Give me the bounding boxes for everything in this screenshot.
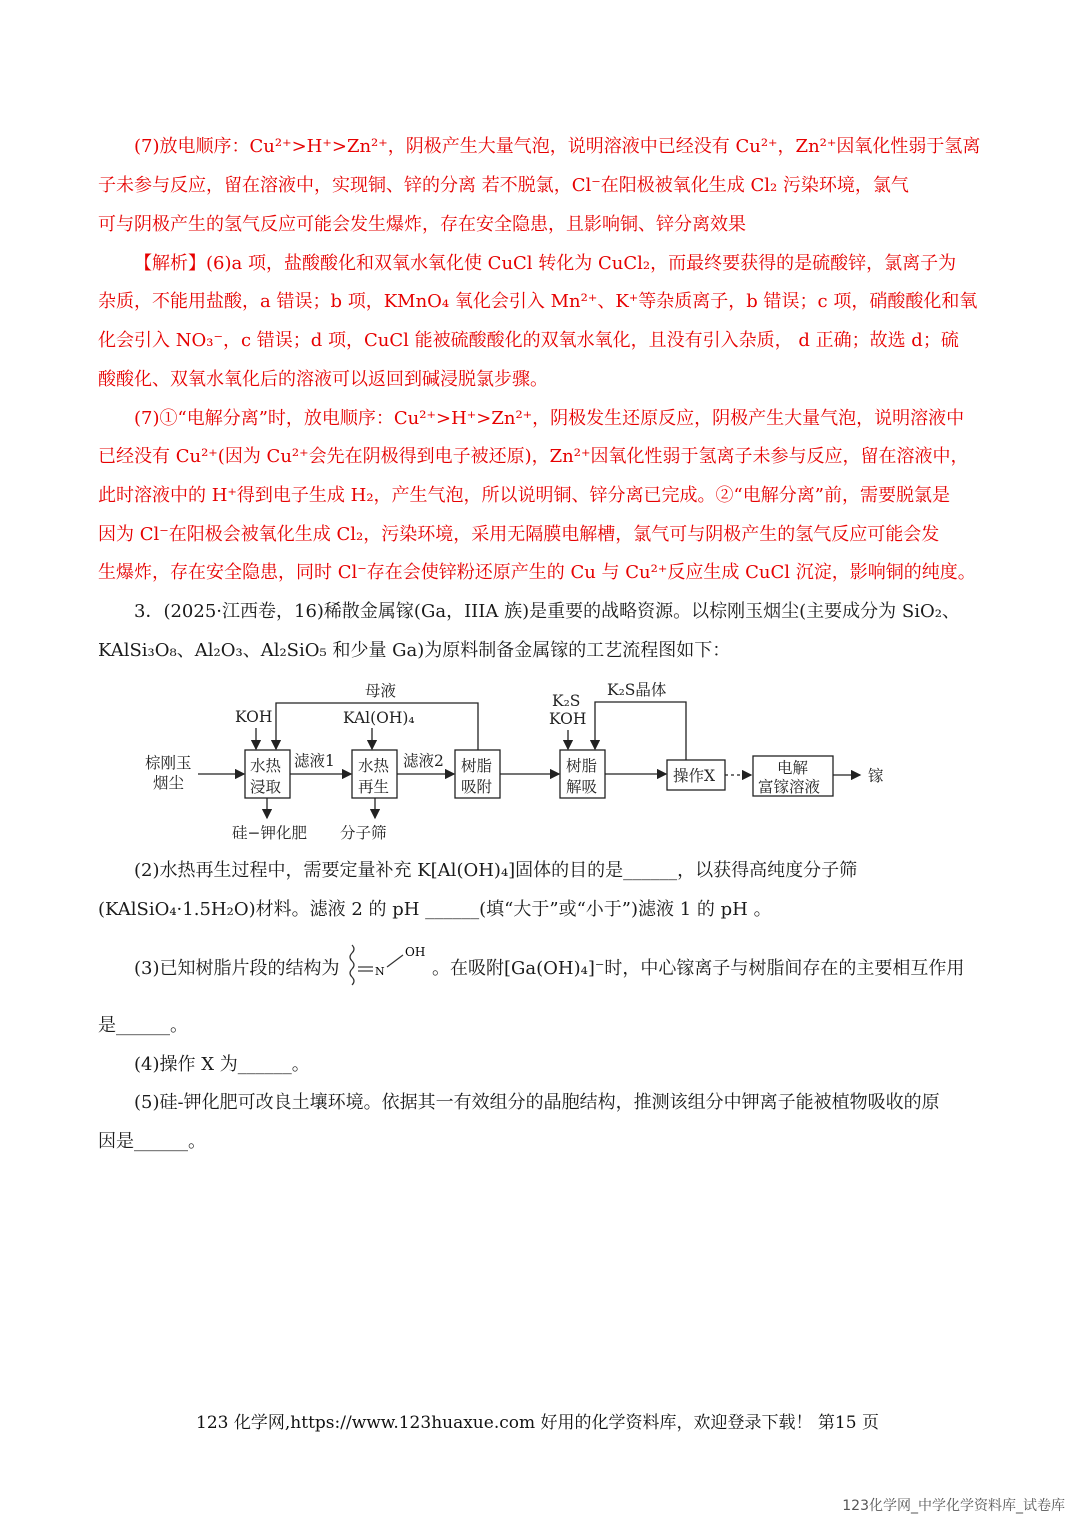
feed-label-2: 烟尘 <box>153 774 185 792</box>
question-5-line-1: (5)硅-钾化肥可改良土壤环境。依据其一有效组分的晶胞结构，推测该组分中钾离子能被植物吸收的原 <box>134 1092 940 1113</box>
box-1-label-a: 水热 <box>250 757 282 775</box>
product-label: 镓 <box>868 767 884 785</box>
question-3-sub-line-2: 是______。 <box>98 1015 188 1036</box>
question-3-line-1: 3．(2025·江西卷，16)稀散金属镓(Ga，IIIA 族)是重要的战略资源。以棕刚玉烟尘(主要成分为 SiO₂、 <box>134 601 960 622</box>
resin-n-label: N <box>375 965 385 978</box>
page-footer: 123 化学网,https://www.123huaxue.com 好用的化学资料库，欢迎登录下载！ 第15 页 <box>196 1413 879 1433</box>
box-3-label-b: 吸附 <box>461 778 493 796</box>
box-6-label-a: 电解 <box>777 759 809 777</box>
question-5-line-2: 因是______。 <box>98 1131 206 1152</box>
koh-label: KOH <box>235 708 273 726</box>
analysis-6-line-2: 杂质，不能用盐酸，a 错误；b 项，KMnO₄ 氧化会引入 Mn²⁺、K⁺等杂质离子，b 错误；c 项，硝酸酸化和氧 <box>98 291 978 312</box>
answer-7-line-3: 可与阴极产生的氢气反应可能会发生爆炸，存在安全隐患，且影响铜、锌分离效果 <box>98 214 746 235</box>
process-flow-diagram <box>140 678 900 848</box>
analysis-7-line-5: 生爆炸，存在安全隐患，同时 Cl⁻存在会使锌粉还原产生的 Cu 与 Cu²⁺反应生成 CuCl 沉淀，影响铜的纯度。 <box>98 562 976 583</box>
question-2-line-1: (2)水热再生过程中，需要定量补充 K[Al(OH)₄]固体的目的是______，以获得高纯度分子筛 <box>134 860 858 881</box>
question-2-line-2: (KAlSiO₄·1.5H₂O)材料。滤液 2 的 pH ______(填“大于”或“小于”)滤液 1 的 pH 。 <box>98 899 772 920</box>
answer-7-line-1: (7)放电顺序：Cu²⁺>H⁺>Zn²⁺，阴极产生大量气泡，说明溶液中已经没有 Cu²⁺，Zn²⁺因氧化性弱于氢离 <box>134 136 981 157</box>
question-3-line-2: KAlSi₃O₈、Al₂O₃、Al₂SiO₅ 和少量 Ga)为原料制备金属镓的工艺流程图如下： <box>98 640 731 661</box>
box-2-label-a: 水热 <box>358 757 390 775</box>
box-1-label-b: 浸取 <box>250 778 282 796</box>
analysis-7-line-3: 此时溶液中的 H⁺得到电子生成 H₂，产生气泡，所以说明铜、锌分离已完成。②“电解分离”前，需要脱氯是 <box>98 485 950 506</box>
resin-oh-label: OH <box>405 945 426 959</box>
watermark: 123化学网_中学化学资料库_试卷库 <box>842 1498 1065 1514</box>
filtrate-1-label: 滤液1 <box>294 752 335 770</box>
analysis-6-line-3: 化会引入 NO₃⁻，c 错误；d 项，CuCl 能被硫酸酸化的双氧水氧化，且没有引入杂质， d 正确；故选 d；硫 <box>98 330 959 351</box>
box-5-label: 操作X <box>673 767 716 785</box>
analysis-6-line-1: 【解析】(6)a 项，盐酸酸化和双氧水氧化使 CuCl 转化为 CuCl₂，而最终要获得的是硫酸锌，氯离子为 <box>134 253 957 274</box>
analysis-7-line-2: 已经没有 Cu²⁺(因为 Cu²⁺会先在阴极得到电子被还原)，Zn²⁺因氧化性弱于氢离子未参与反应，留在溶液中， <box>98 446 969 467</box>
analysis-7-line-4: 因为 Cl⁻在阳极会被氧化生成 Cl₂，污染环境，采用无隔膜电解槽，氯气可与阴极产生的氢气反应可能会发 <box>98 524 940 545</box>
output-label-1: 硅−钾化肥 <box>232 824 307 842</box>
box-2-label-b: 再生 <box>358 778 390 796</box>
mother-liquor-label: 母液 <box>365 682 397 700</box>
analysis-6-line-4: 酸酸化、双氧水氧化后的溶液可以返回到碱浸脱氯步骤。 <box>98 369 548 390</box>
filtrate-2-label: 滤液2 <box>403 752 444 770</box>
box-4-label-b: 解吸 <box>566 778 598 796</box>
question-4-line-1: (4)操作 X 为______。 <box>134 1054 310 1075</box>
feed-label-1: 棕刚玉 <box>145 754 192 772</box>
k2s-label: K₂S <box>552 692 581 710</box>
box-3-label-a: 树脂 <box>461 757 493 775</box>
question-3-sub-line-1b: 。在吸附[Ga(OH)₄]⁻时，中心镓离子与树脂间存在的主要相互作用 <box>432 958 965 979</box>
box-4-label-a: 树脂 <box>566 757 598 775</box>
koh-label-2: KOH <box>549 710 587 728</box>
resin-structure-figure <box>345 941 435 993</box>
box-6-label-b: 富镓溶液 <box>758 778 821 796</box>
answer-7-line-2: 子未参与反应，留在溶液中，实现铜、锌的分离 若不脱氯，Cl⁻在阳极被氧化生成 Cl₂ 污染环境，氯气 <box>98 175 909 196</box>
output-label-2: 分子筛 <box>340 824 387 842</box>
kaloh4-label: KAl(OH)₄ <box>343 709 415 727</box>
k2s-crystal-label: K₂S晶体 <box>607 681 667 699</box>
analysis-7-line-1: (7)①“电解分离”时，放电顺序：Cu²⁺>H⁺>Zn²⁺，阴极发生还原反应，阴极产生大量气泡，说明溶液中 <box>134 408 965 429</box>
question-3-sub-line-1a: (3)已知树脂片段的结构为 <box>134 958 340 979</box>
